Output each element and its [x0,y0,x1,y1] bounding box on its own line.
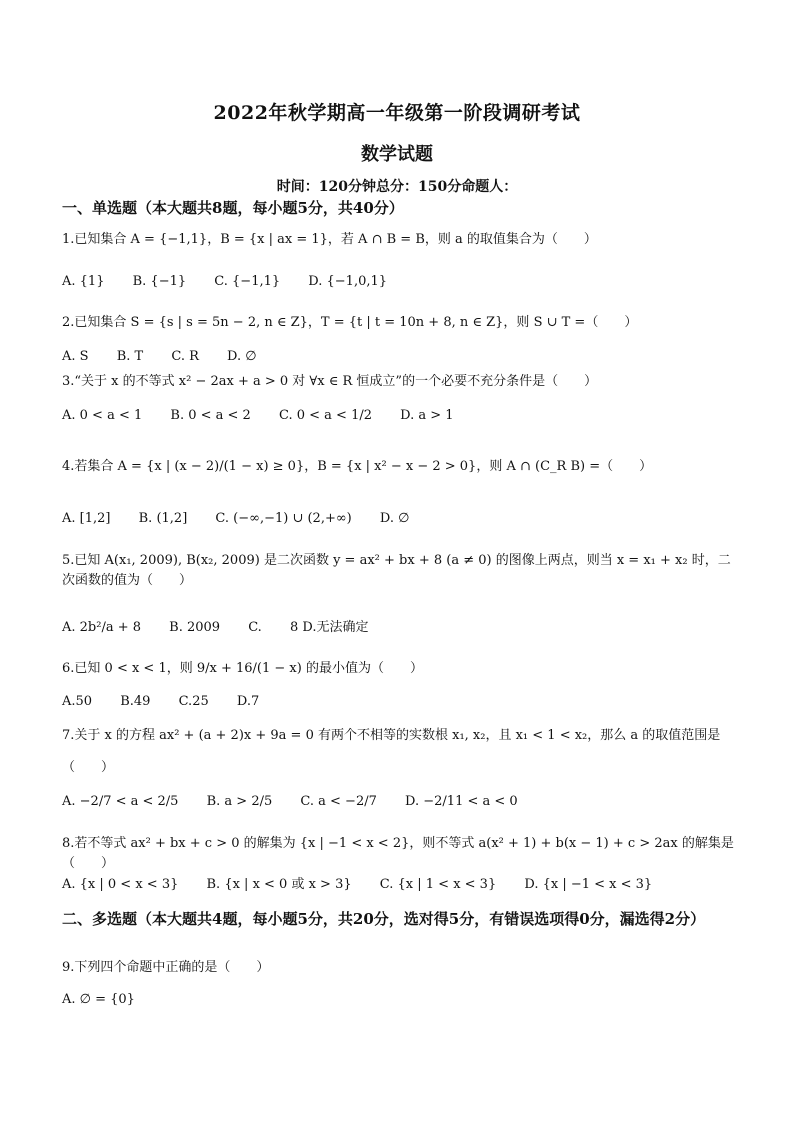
question-stem: 6.已知 0 < x < 1，则 9/x + 16/(1 − x) 的最小值为（ ） [62,661,423,676]
option-b: B. {x | x < 0 或 x > 3} [206,877,352,892]
option-c: C. (−∞,−1) ∪ (2,+∞) [215,511,352,526]
option-c: C. {x | 1 < x < 3} [379,877,497,892]
section-heading-multiple-choice: 二、多选题（本大题共4题，每小题5分，共20分，选对得5分，有错误选项得0分，漏选得2分） [62,910,706,928]
question-stem: 1.已知集合 A = {−1,1}，B = {x | ax = 1}，若 A ∩ B = B，则 a 的取值集合为（ ） [62,232,597,247]
question-stem: 3.“关于 x 的不等式 x² − 2ax + a > 0 对 ∀x ∈ R 恒成立”的一个必要不充分条件是（ ） [62,374,598,389]
option-b: B. {−1} [132,274,187,289]
option-b: B. 2009 [169,620,221,635]
option-d: D. {x | −1 < x < 3} [524,877,653,892]
option-a: A. ∅ = {0} [62,992,135,1007]
option-d: D. −2/11 < a < 0 [405,794,518,809]
exam-meta: 时间：120分钟总分：150分命题人： [276,179,518,195]
option-a: A. {1} [62,274,105,289]
question-options [62,990,742,1010]
option-c: C. [248,620,262,635]
option-c: C. R [171,349,199,364]
option-a: A. −2/7 < a < 2/5 [62,794,179,809]
question-options [62,406,742,426]
option-c: C. {−1,1} [214,274,281,289]
question-options [62,347,742,367]
question-options [62,509,742,529]
option-a: A. 2b²/a + 8 [62,620,142,635]
option-a: A. [1,2] [62,511,111,526]
question-options [62,692,742,712]
question-options [62,875,742,895]
option-d: D. a > 1 [400,408,454,423]
exam-title: 2022年秋学期高一年级第一阶段调研考试 [213,102,581,124]
option-c: C. a < −2/7 [300,794,377,809]
question-stem: 9.下列四个命题中正确的是（ ） [62,960,270,975]
section-heading-single-choice: 一、单选题（本大题共8题，每小题5分，共40分） [62,199,404,217]
question-options [62,792,742,812]
option-a: A. S [62,349,89,364]
question-options [62,272,742,292]
exam-subject: 数学试题 [361,144,433,165]
option-b: B. 0 < a < 2 [170,408,251,423]
question-stem: 5.已知 A(x₁, 2009), B(x₂, 2009) 是二次函数 y = ax² + bx + 8 (a ≠ 0) 的图像上两点，则当 x = x₁ + x₂ 时，二次函数的值为（ ） [62,553,731,588]
option-d: D.7 [236,694,260,709]
option-d: D. ∅ [227,349,257,364]
question-stem: 8.若不等式 ax² + bx + c > 0 的解集为 {x | −1 < x < 2}，则不等式 a(x² + 1) + b(x − 1) + c > 2ax 的解集是（ ） [62,836,734,871]
option-a: A.50 [62,694,93,709]
option-b: B. T [116,349,144,364]
question-stem: 7.关于 x 的方程 ax² + (a + 2)x + 9a = 0 有两个不相等的实数根 x₁, x₂，且 x₁ < 1 < x₂，那么 a 的取值范围是 [62,728,721,743]
option-a: A. {x | 0 < x < 3} [62,877,179,892]
option-d: D. ∅ [379,511,410,526]
question-options [62,618,742,638]
option-c: C. 0 < a < 1/2 [278,408,372,423]
option-b: B. a > 2/5 [206,794,273,809]
option-b: B.49 [120,694,151,709]
option-a: A. 0 < a < 1 [62,408,143,423]
question-stem: 4.若集合 A = {x | (x − 2)/(1 − x) ≥ 0}，B = {x | x² − x − 2 > 0}，则 A ∩ (C_R B) =（ ） [62,459,653,474]
question-stem: 2.已知集合 S = {s | s = 5n − 2, n ∈ Z}，T = {t | t = 10n + 8, n ∈ Z}，则 S ∪ T =（ ） [62,315,638,330]
option-b: B. (1,2] [138,511,188,526]
question-stem-continued: （ ） [62,760,115,775]
option-c: C.25 [178,694,209,709]
option-d: D. {−1,0,1} [308,274,388,289]
option-d: 8 D.无法确定 [289,620,369,635]
